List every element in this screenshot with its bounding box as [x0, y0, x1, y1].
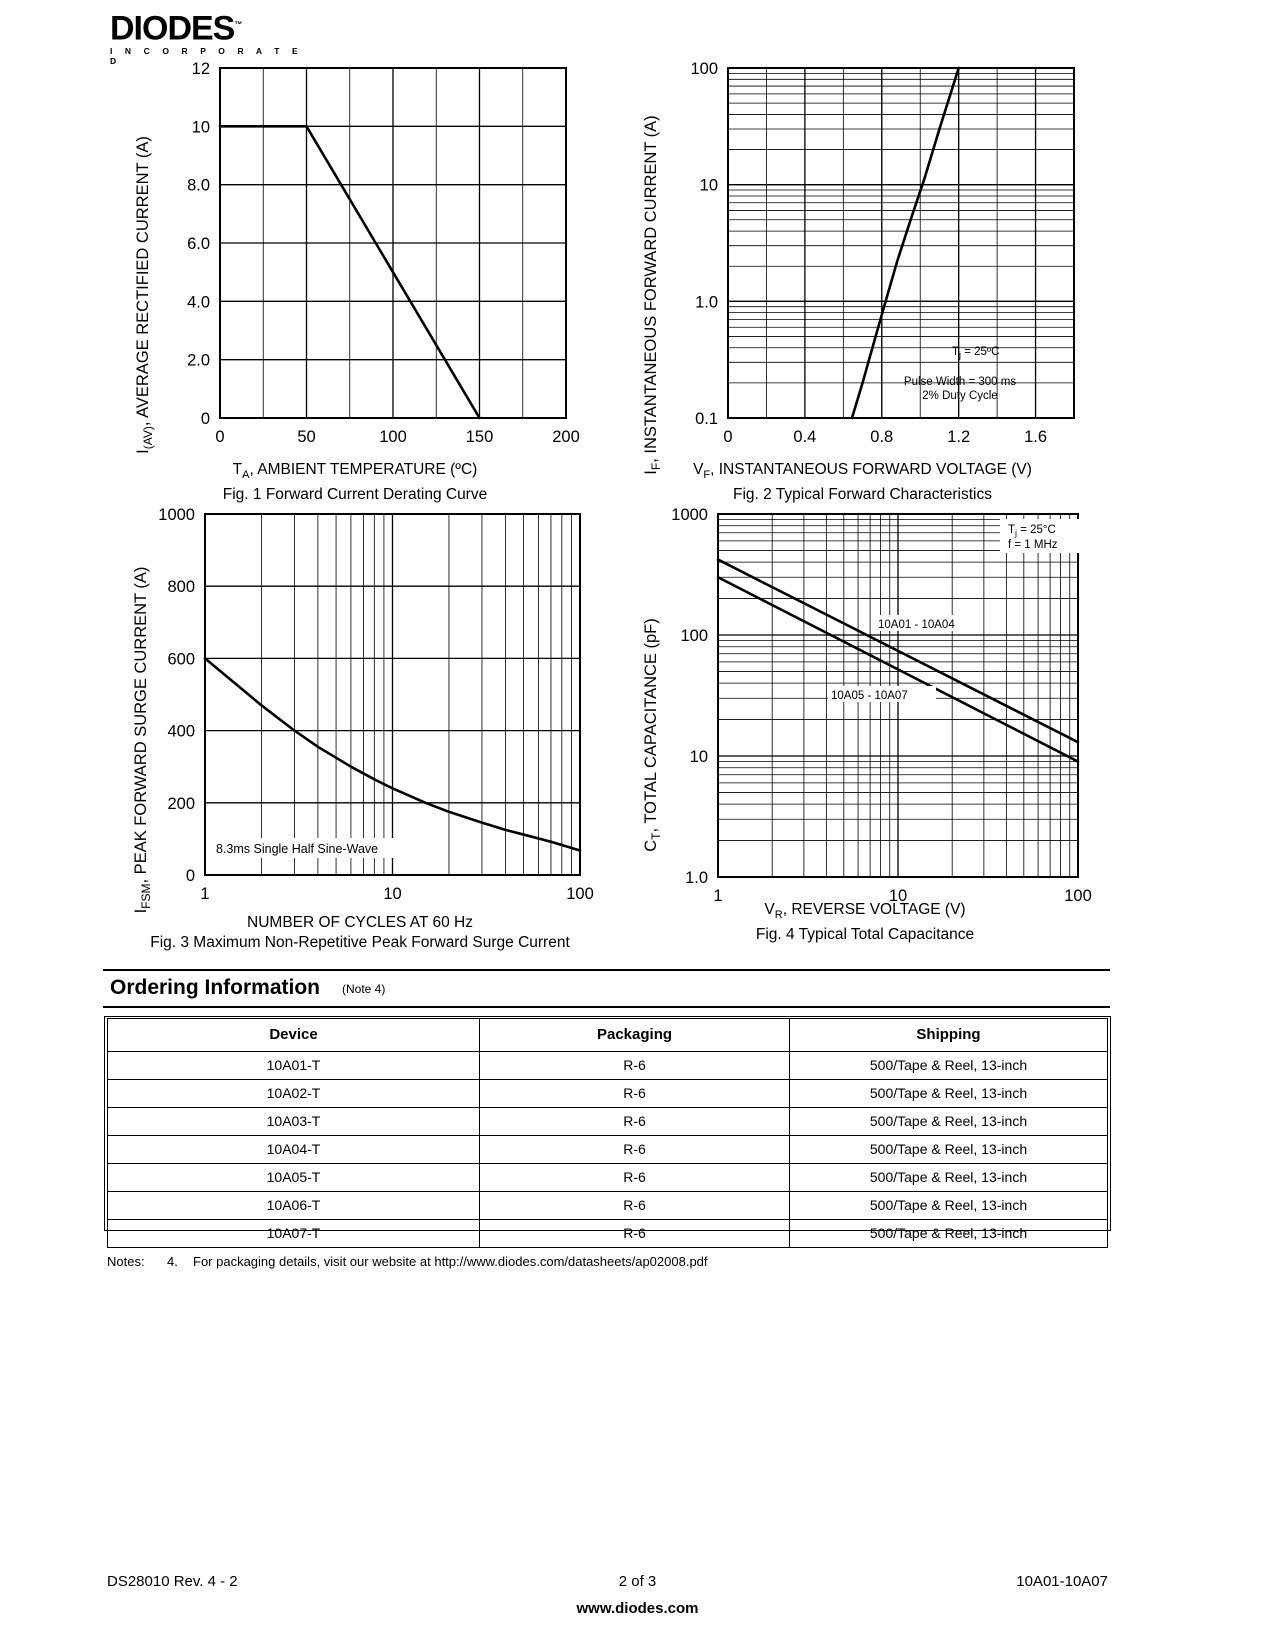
- fig2-ylabel: IF, INSTANTANEOUS FORWARD CURRENT (A): [642, 115, 663, 475]
- cell-device: 10A02-T: [108, 1080, 480, 1108]
- svg-text:600: 600: [167, 650, 195, 669]
- table-row: [108, 1108, 1108, 1136]
- svg-text:0: 0: [185, 867, 195, 885]
- svg-text:8.3ms Single Half Sine-Wave: 8.3ms Single Half Sine-Wave: [216, 842, 379, 856]
- svg-text:10: 10: [191, 118, 210, 137]
- svg-text:1: 1: [713, 887, 723, 905]
- svg-text:Tj = 25ºC: Tj = 25ºC: [952, 346, 1000, 360]
- figure-3-caption: [120, 913, 600, 953]
- svg-text:150: 150: [465, 428, 494, 446]
- fig2-title: Fig. 2 Typical Forward Characteristics: [733, 486, 992, 504]
- notes-text: For packaging details, visit our website at http://www.diodes.com/datasheets/ap02008.pdf: [193, 1254, 708, 1269]
- svg-text:400: 400: [167, 722, 195, 741]
- fig4-xlabel: $V_R$, REVERSE VOLTAGE (V): [764, 901, 966, 922]
- column-header-2: Shipping: [790, 1019, 1108, 1052]
- svg-text:100: 100: [566, 885, 594, 903]
- svg-text:200: 200: [167, 794, 195, 813]
- svg-text:1.0: 1.0: [685, 869, 708, 887]
- svg-text:0: 0: [215, 428, 225, 446]
- fig4-ylabel: CT, TOTAL CAPACITANCE (pF): [642, 618, 663, 852]
- svg-text:100: 100: [680, 627, 708, 645]
- figure-4: [630, 505, 1100, 905]
- cell-shipping: 500/Tape & Reel, 13-inch: [790, 1052, 1108, 1080]
- svg-text:10: 10: [689, 748, 708, 766]
- column-header-0: Device: [108, 1019, 480, 1052]
- figure-3-chart: [120, 505, 600, 914]
- svg-text:12: 12: [191, 60, 210, 78]
- fig3-ylabel: IFSM, PEAK FORWARD SURGE CURRENT (A): [132, 566, 153, 914]
- cell-shipping: 500/Tape & Reel, 13-inch: [790, 1192, 1108, 1220]
- cell-packaging: R-6: [480, 1080, 790, 1108]
- cell-device: 10A05-T: [108, 1164, 480, 1192]
- cell-device: 10A03-T: [108, 1108, 480, 1136]
- cell-packaging: R-6: [480, 1136, 790, 1164]
- svg-text:1.0: 1.0: [695, 293, 718, 312]
- cell-shipping: 500/Tape & Reel, 13-inch: [790, 1080, 1108, 1108]
- svg-text:1: 1: [200, 885, 210, 903]
- cell-shipping: 500/Tape & Reel, 13-inch: [790, 1108, 1108, 1136]
- svg-text:10: 10: [699, 176, 718, 195]
- cell-packaging: R-6: [480, 1108, 790, 1136]
- svg-text:1.2: 1.2: [947, 428, 971, 446]
- notes-label: Notes:: [107, 1254, 145, 1269]
- table-row: [108, 1164, 1108, 1192]
- cell-shipping: 500/Tape & Reel, 13-inch: [790, 1164, 1108, 1192]
- figure-3: [120, 505, 600, 914]
- svg-text:10: 10: [383, 885, 402, 903]
- section-rule-top: [103, 969, 1110, 971]
- svg-text:800: 800: [167, 578, 195, 597]
- cell-packaging: R-6: [480, 1220, 790, 1248]
- footer-document-id: DS28010 Rev. 4 - 2: [107, 1573, 238, 1590]
- svg-text:2.0: 2.0: [187, 351, 210, 370]
- svg-text:1000: 1000: [158, 506, 195, 524]
- footer-website-link[interactable]: www.diodes.com: [576, 1600, 699, 1617]
- svg-text:50: 50: [297, 428, 316, 446]
- cell-shipping: 500/Tape & Reel, 13-inch: [790, 1220, 1108, 1248]
- svg-text:0: 0: [723, 428, 733, 446]
- cell-packaging: R-6: [480, 1192, 790, 1220]
- figure-4-caption: [630, 900, 1100, 945]
- svg-text:f = 1 MHz: f = 1 MHz: [1008, 539, 1058, 551]
- notes-number: 4.: [167, 1254, 178, 1269]
- table-row: [108, 1220, 1108, 1248]
- svg-text:100: 100: [690, 60, 718, 78]
- column-header-1: Packaging: [480, 1019, 790, 1052]
- fig1-xlabel: $T_A$, AMBIENT TEMPERATURE (ºC): [232, 461, 478, 482]
- svg-text:100: 100: [1064, 887, 1092, 905]
- cell-device: 10A07-T: [108, 1220, 480, 1248]
- cell-device: 10A04-T: [108, 1136, 480, 1164]
- svg-text:Pulse Width = 300 ms: Pulse Width = 300 ms: [903, 376, 1017, 388]
- svg-text:4.0: 4.0: [187, 293, 210, 312]
- cell-shipping: 500/Tape & Reel, 13-inch: [790, 1136, 1108, 1164]
- svg-text:2% Duty Cycle: 2% Duty Cycle: [922, 390, 998, 402]
- svg-text:8.0: 8.0: [187, 176, 210, 195]
- table-row: [108, 1080, 1108, 1108]
- fig4-title: Fig. 4 Typical Total Capacitance: [755, 926, 975, 944]
- logo-subtext: I N C O R P O R A T E D: [110, 46, 303, 67]
- cell-packaging: R-6: [480, 1052, 790, 1080]
- svg-text:6.0: 6.0: [187, 235, 210, 253]
- svg-text:0.1: 0.1: [695, 410, 718, 428]
- footer-page-number: 2 of 3: [618, 1573, 657, 1590]
- table-header-row: [108, 1019, 1108, 1052]
- fig1-ylabel: I(AV), AVERAGE RECTIFIED CURRENT (A): [134, 136, 155, 454]
- logo-wordmark: DIODES™: [110, 9, 243, 48]
- ordering-note-ref: (Note 4): [342, 982, 386, 996]
- ordering-information-title: Ordering Information: [110, 976, 320, 999]
- svg-text:10A05 - 10A07: 10A05 - 10A07: [831, 690, 908, 702]
- table-row: [108, 1136, 1108, 1164]
- trademark-icon: ™: [234, 20, 243, 29]
- figure-1-caption: [120, 460, 590, 505]
- figure-4-chart: [630, 505, 1100, 905]
- fig3-xlabel: NUMBER OF CYCLES AT 60 Hz: [247, 914, 473, 931]
- svg-text:200: 200: [552, 428, 580, 446]
- svg-text:1000: 1000: [671, 506, 708, 524]
- fig2-xlabel: $V_F$, INSTANTANEOUS FORWARD VOLTAGE (V): [693, 461, 1032, 482]
- table-row: [108, 1192, 1108, 1220]
- svg-text:0: 0: [200, 410, 210, 428]
- figure-1-chart: [120, 55, 590, 455]
- table-row: [108, 1052, 1108, 1080]
- footer-part-number: 10A01-10A07: [1016, 1573, 1108, 1590]
- svg-text:0.4: 0.4: [793, 428, 817, 446]
- figure-2-caption: [630, 460, 1095, 505]
- cell-packaging: R-6: [480, 1164, 790, 1192]
- fig1-title: Fig. 1 Forward Current Derating Curve: [222, 486, 488, 504]
- svg-text:10: 10: [888, 887, 908, 905]
- svg-text:1.6: 1.6: [1024, 428, 1048, 446]
- figure-1: [120, 55, 590, 455]
- svg-text:100: 100: [379, 428, 407, 446]
- svg-text:0.8: 0.8: [870, 428, 894, 446]
- cell-device: 10A06-T: [108, 1192, 480, 1220]
- cell-device: 10A01-T: [108, 1052, 480, 1080]
- svg-text:Tj = 25°C: Tj = 25°C: [1008, 524, 1056, 538]
- ordering-table: [107, 1018, 1108, 1248]
- svg-text:10A01 - 10A04: 10A01 - 10A04: [878, 619, 955, 631]
- fig3-title: Fig. 3 Maximum Non-Repetitive Peak Forward Surge Current: [150, 934, 570, 951]
- notes-block: [107, 1254, 708, 1269]
- section-rule-bottom: [103, 1006, 1110, 1008]
